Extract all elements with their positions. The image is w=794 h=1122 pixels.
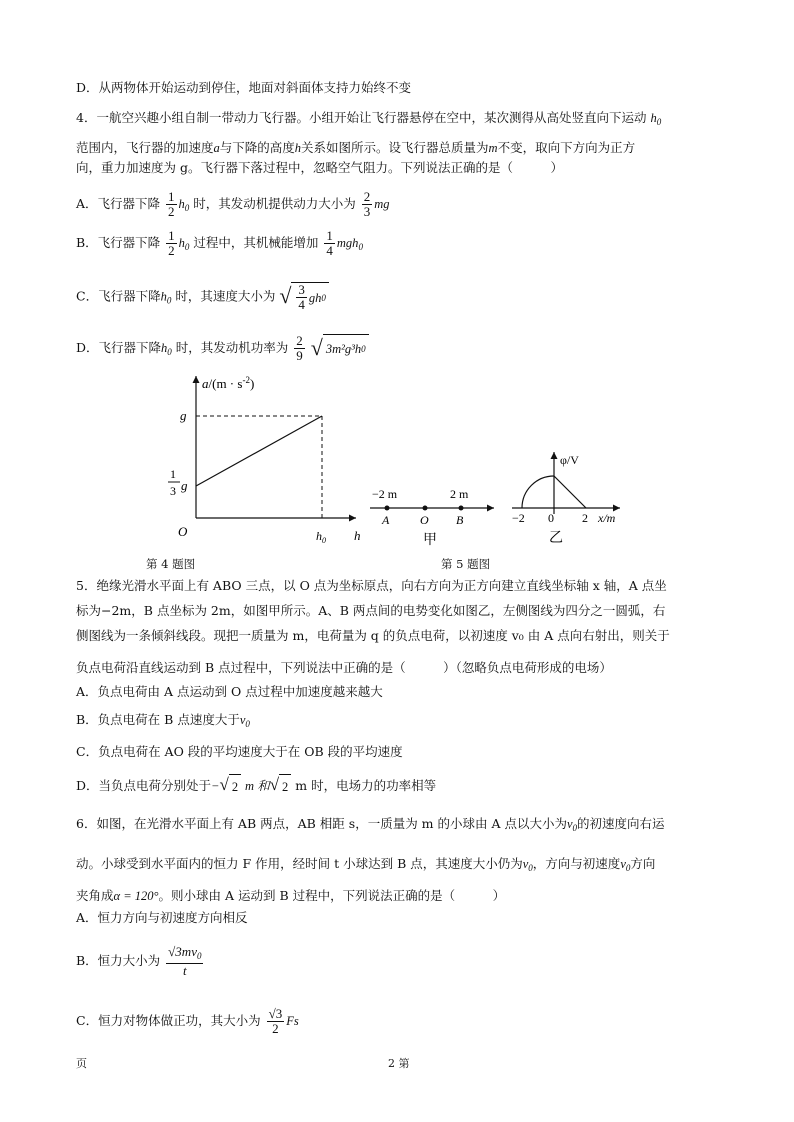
origin-label: O: [178, 524, 188, 539]
q5-stem-line3: 侧图线为一条倾斜线段。现把一质量为 m，电荷量为 q 的负点电荷，以初速度 v₀ 由 A 点向右射出，则关于: [76, 628, 670, 643]
q6-option-b: B．恒力大小为 $\frac{√3mv_0}{t}$: [76, 944, 202, 978]
yi-slope: [554, 476, 586, 508]
y-tick-g: g: [180, 408, 187, 423]
jia-label-pos2: 2 m: [450, 487, 469, 501]
point-a: [385, 506, 390, 511]
x-axis-label: h: [354, 528, 361, 543]
q4-stem-line3: 向，重力加速度为 g。飞行器下落过程中，忽略空气阻力。下列说法正确的是（ ）: [76, 160, 563, 175]
yi-tick-pos2: 2: [582, 511, 588, 525]
a-h-line: [196, 416, 322, 486]
q5-option-b: B．负点电荷在 B 点速度大于$v_0$: [76, 712, 250, 729]
yi-arc: [522, 476, 554, 508]
y-axis-label: $a/(m \cdot s^{-2})$: [202, 375, 255, 391]
q4-option-c: C．飞行器下降$h_0$ 时，其速度大小为 √ $\frac{3}{4}$ gh 0: [76, 282, 329, 315]
y-tick-third-den: 3: [170, 484, 176, 498]
q5-option-c: C．负点电荷在 AO 段的平均速度大于在 OB 段的平均速度: [76, 744, 403, 759]
q6-option-c: C．恒力对物体做正功，其大小为 $\frac{√3}{2}$ Fs: [76, 1006, 299, 1036]
q4-stem-line1: 4．一航空兴趣小组自制一带动力飞行器。小组开始让飞行器悬停在空中，某次测得从高处竖直向下运动 $h_0$: [76, 110, 662, 127]
point-b: [459, 506, 464, 511]
q6-option-a: A．恒力方向与初速度方向相反: [76, 910, 248, 925]
q6-stem-line1: 6．如图，在光滑水平面上有 AB 两点，AB 相距 s，一质量为 m 的小球由 A 点以大小为$v_0$的初速度向右运: [76, 816, 665, 833]
y-tick-third-num: 1: [170, 467, 176, 481]
figure-5-caption: 第 5 题图: [441, 557, 491, 571]
q6-stem-line3: 夹角成α = 120°。则小球由 A 运动到 B 过程中，下列说法正确的是（ ）: [76, 888, 506, 903]
point-o: [423, 506, 428, 511]
y-tick-third-g: g: [181, 478, 188, 493]
q6-stem-line2: 动。小球受到水平面内的恒力 F 作用，经时间 t 小球达到 B 点，其速度大小仍为$v_0$，方向与初速度$v_0$方向: [76, 856, 656, 873]
q5-stem-line4: 负点电荷沿直线运动到 B 点过程中，下列说法中正确的是（ ）（忽略负点电荷形成的电场）: [76, 660, 612, 675]
q5-option-a: A．负点电荷由 A 点运动到 O 点过程中加速度越来越大: [76, 684, 383, 699]
x-tick-h0: $h_0$: [316, 529, 326, 545]
q5-stem-line1: 5．绝缘光滑水平面上有 ABO 三点，以 O 点为坐标原点，向右方向为正方向建立直线坐标轴 x 轴，A 点坐: [76, 578, 667, 593]
q4-option-a: A．飞行器下降 $\frac{1}{2}$ $h_0$ 时，其发动机提供动力大小为 $\frac{2}{3}$ mg: [76, 189, 390, 219]
footer-left: 页: [76, 1057, 87, 1070]
q3-option-d: D．从两物体开始运动到停住，地面对斜面体支持力始终不变: [76, 80, 412, 95]
q5-stem-line2: 标为−2m，B 点坐标为 2m，如图甲所示。A、B 两点间的电势变化如图乙，左侧图线为四分之一圆弧，右: [76, 603, 666, 618]
jia-label-b: B: [456, 513, 464, 527]
jia-label-a: A: [382, 513, 390, 527]
sqrt-expression: √ 3m²g³h 0: [311, 334, 369, 363]
sqrt-expression: √ $\frac{3}{4}$ gh 0: [279, 282, 329, 312]
jia-label-neg2: −2 m: [372, 487, 398, 501]
yi-x-label: x/m: [598, 511, 616, 525]
q4-stem-line2: 范围内，飞行器的加速度a与下降的高度h关系如图所示。设飞行器总质量为m不变，取向下方向为正方: [76, 140, 636, 155]
q5-option-d: D．当负点电荷分别处于− √ 2 m 和 √ 2 m 时，电场力的功率相等: [76, 774, 436, 799]
figure-5-jia: [360, 480, 500, 550]
yi-y-label: φ/V: [560, 453, 579, 467]
page-number: 2 第: [388, 1057, 410, 1070]
yi-tick-neg2: −2: [512, 511, 525, 525]
yi-caption: 乙: [549, 531, 563, 546]
figure-5-yi: [508, 448, 638, 548]
jia-label-o: O: [420, 513, 429, 527]
figure-4-caption: 第 4 题图: [146, 557, 196, 571]
figure-4: [160, 370, 370, 550]
q4-option-b: B．飞行器下降 $\frac{1}{2}$ $h_0$ 过程中，其机械能增加 $\frac{1}{4}$ mgh$_0$: [76, 228, 363, 258]
jia-caption: 甲: [423, 533, 437, 548]
q4-option-d: D．飞行器下降$h_0$ 时，其发动机功率为 $\frac{2}{9}$ √ 3m²g³h 0: [76, 334, 369, 366]
yi-tick-zero: 0: [548, 511, 554, 525]
